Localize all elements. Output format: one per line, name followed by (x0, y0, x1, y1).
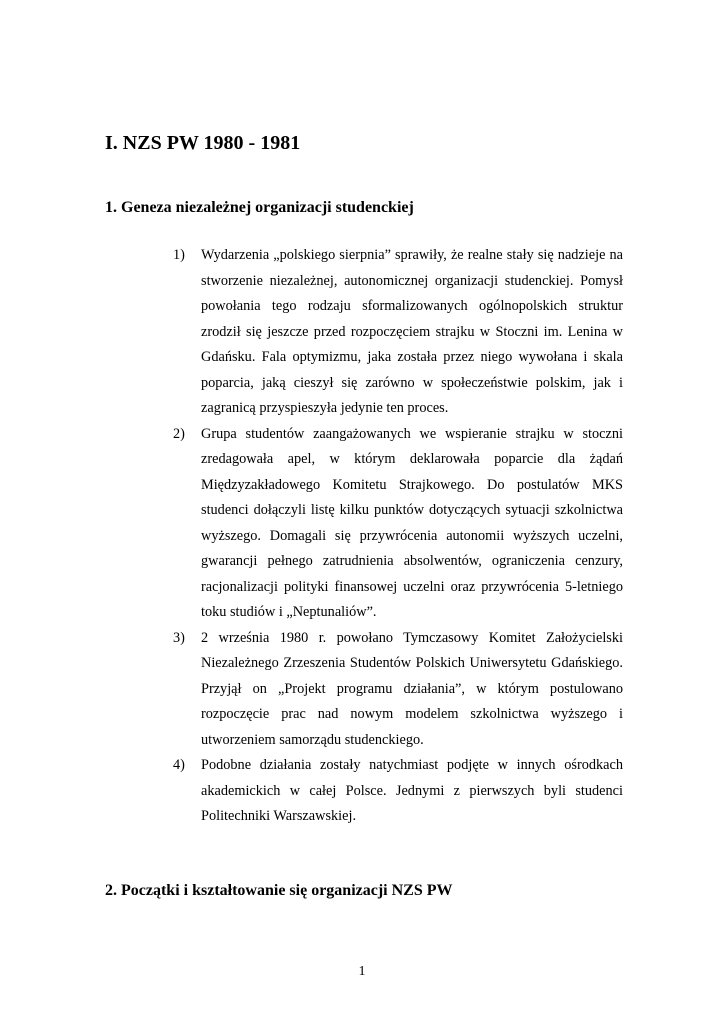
list-item-text: 2 września 1980 r. powołano Tymczasowy Komitet Założycielski Niezależnego Zrzeszenia Studentów Polskich Uniwersytetu Gdańskiego. Przyjął on „Projekt programu działania”, w którym postulowano rozpoczęcie prac nad nowym modelem szkolnictwa wyższego i utworzeniem samorządu studenckiego. (201, 629, 623, 748)
section-title-geneza: 1. Geneza niezależnej organizacji studenckiej (105, 199, 414, 216)
list-item-text: Podobne działania zostały natychmiast podjęte w innych ośrodkach akademickich w całej Polsce. Jednymi z pierwszych byli studenci Politechniki Warszawskiej. (201, 757, 623, 824)
list-item-number: 1) (173, 247, 185, 263)
chapter-title: I. NZS PW 1980 - 1981 (105, 132, 301, 154)
list-item (173, 626, 623, 754)
numbered-list (173, 243, 623, 830)
list-item-text: Wydarzenia „polskiego sierpnia” sprawiły, że realne stały się nadzieje na stworzenie niezależnej, autonomicznej organizacji studenckiej. Pomysł powołania tego rodzaju sformalizowanych ogólnopolskich struktur zrodził się jeszcze przed rozpoczęciem strajku w Stoczni im. Lenina w Gdańsku. Fala optymizmu, jaka została przez niego wywołana i skala poparcia, jaką cieszył się zarówno w społeczeństwie polskim, jak i zagranicą przyspieszyła jedynie ten proces. (201, 247, 623, 416)
list-item (173, 753, 623, 830)
list-item-text: Grupa studentów zaangażowanych we wspieranie strajku w stoczni zredagowała apel, w którym deklarowała poparcie dla żądań Międzyzakładowego Komitetu Strajkowego. Do postulatów MKS studenci dołączyli listę kilku punktów dotyczących sytuacji szkolnictwa wyższego. Domagali się przywrócenia autonomii wyższych uczelni, gwarancji pełnego zatrudnienia absolwentów, ograniczenia cenzury, racjonalizacji polityki finansowej uczelni oraz przywrócenia 5-letniego toku studiów i „Neptunaliów”. (201, 425, 623, 620)
section-title-poczatki: 2. Początki i kształtowanie się organizacji NZS PW (105, 882, 453, 899)
list-item-number: 3) (173, 629, 185, 646)
page-number: 1 (358, 964, 366, 979)
list-item-number: 2) (173, 425, 185, 442)
list-item-number: 4) (173, 757, 185, 773)
list-item (173, 243, 623, 422)
list-item (173, 422, 623, 626)
